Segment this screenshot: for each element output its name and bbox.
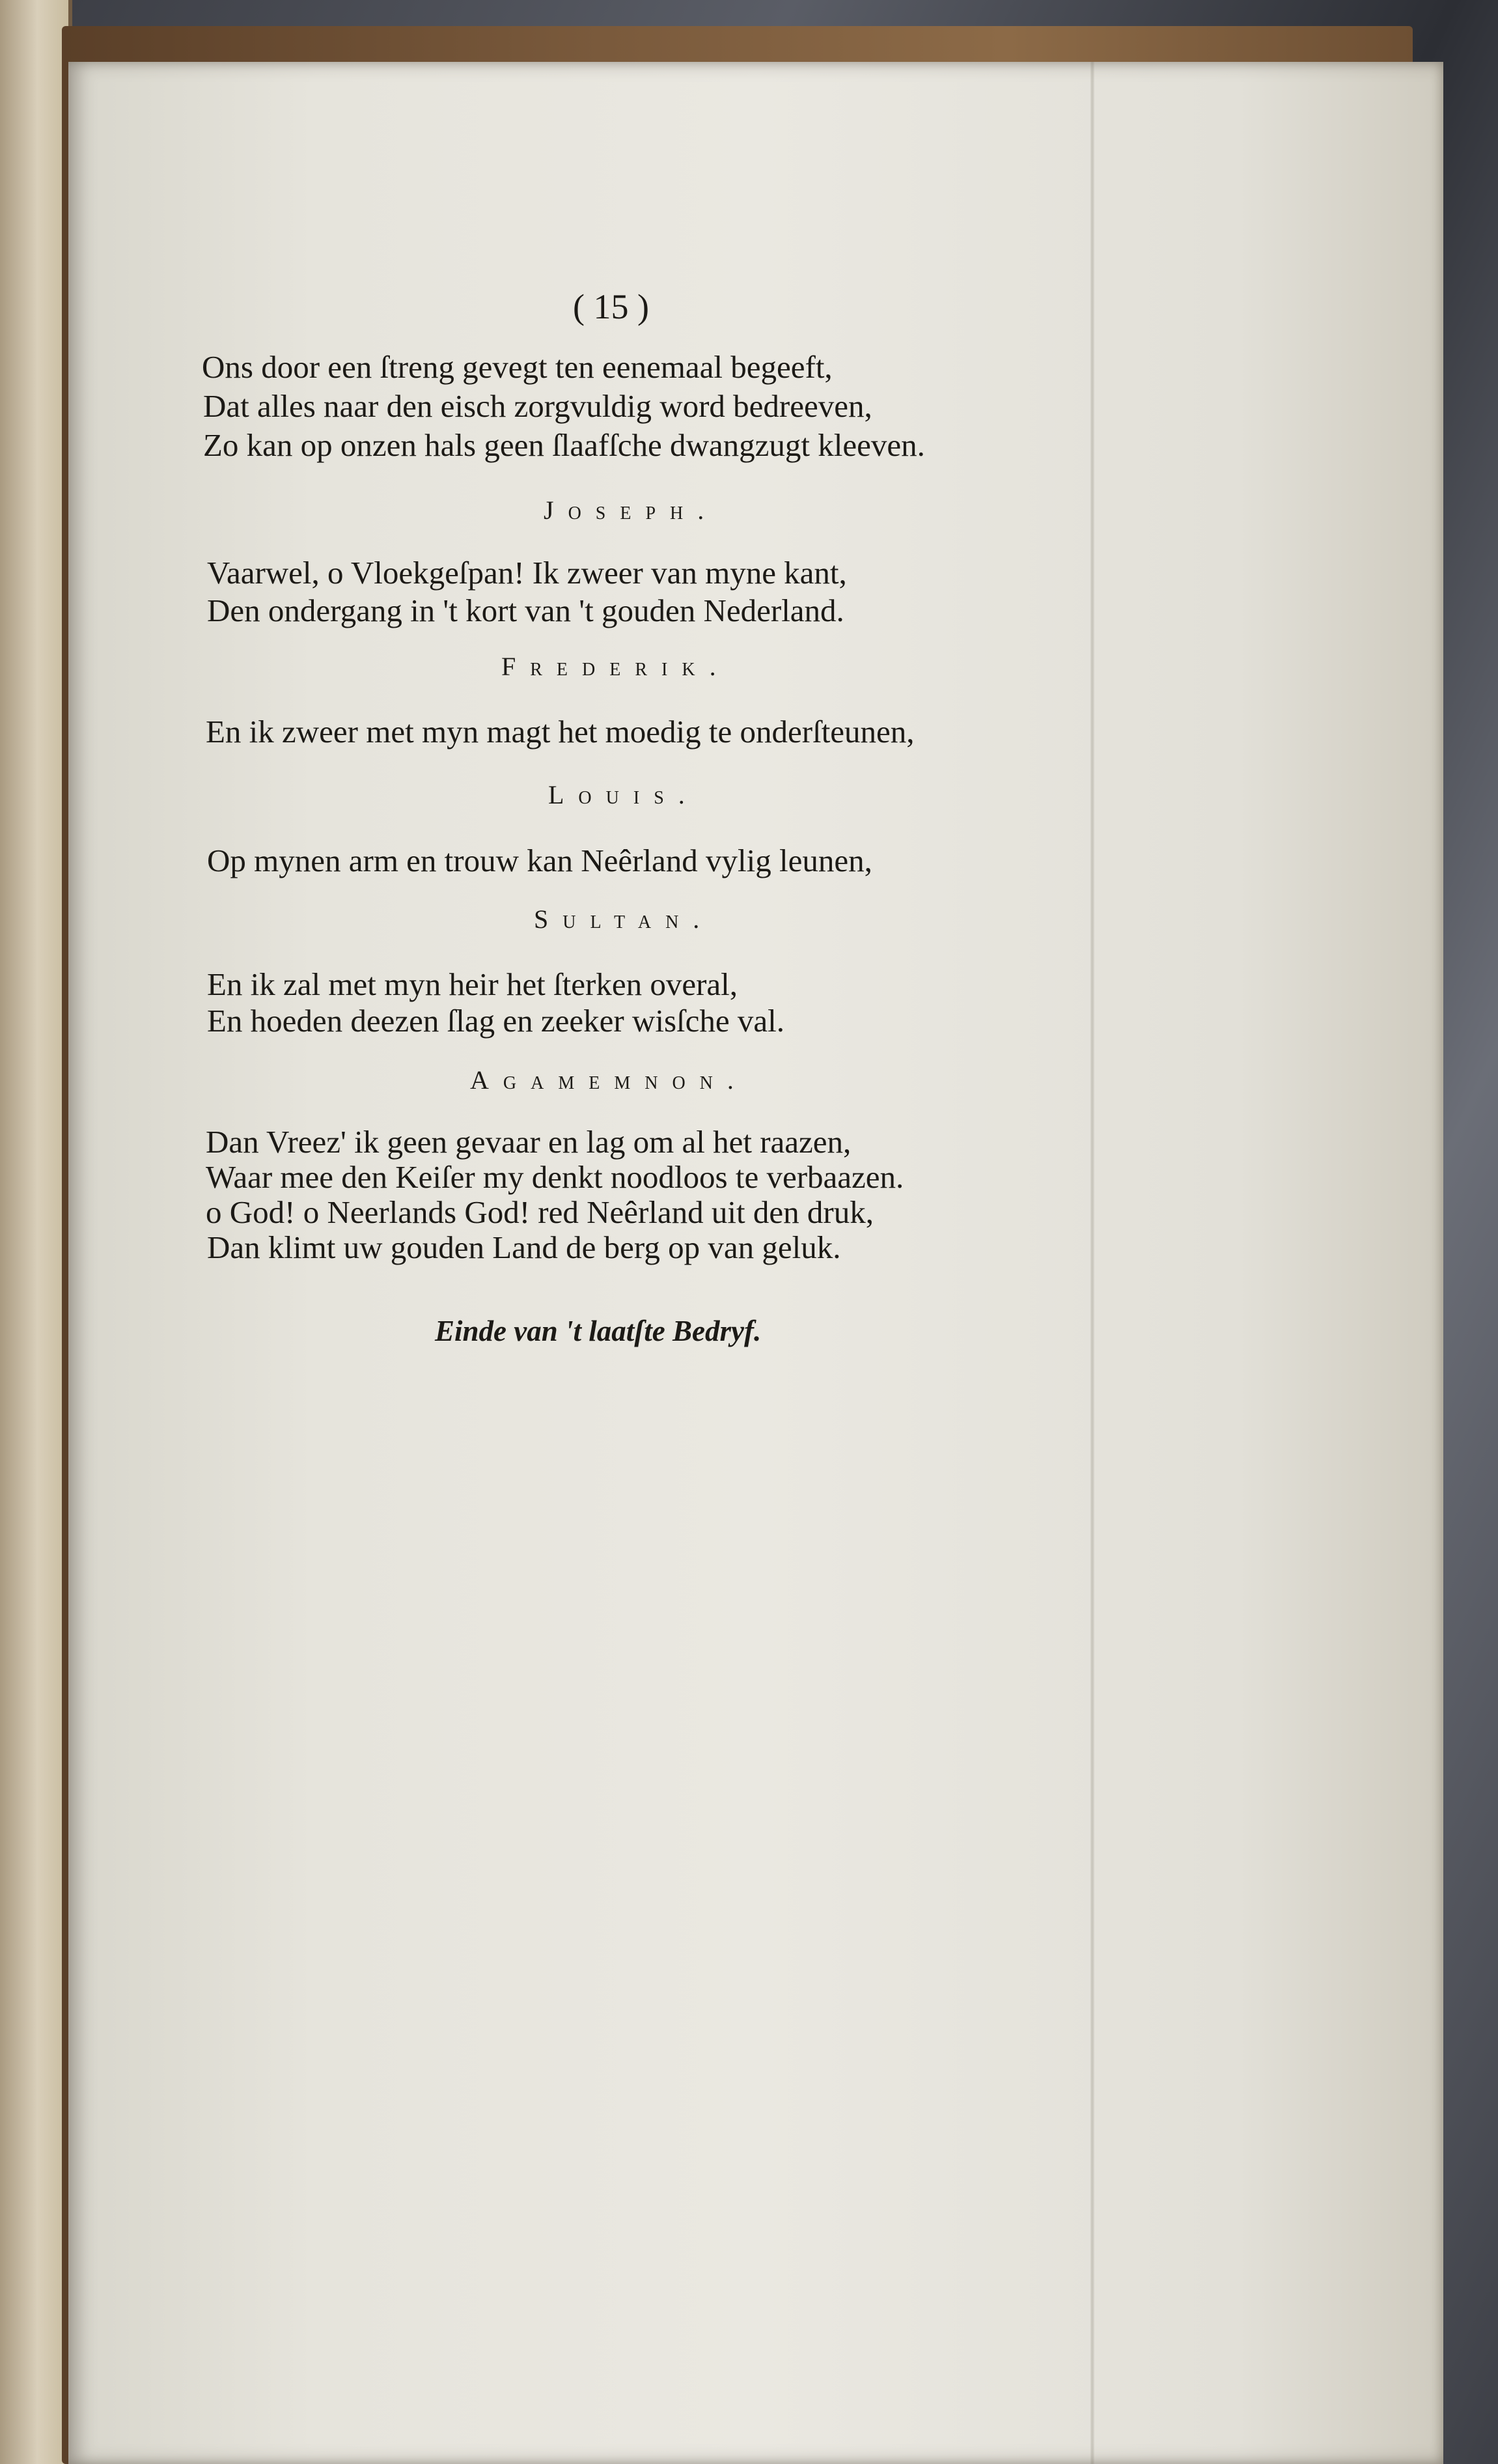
page-number: ( 15 ) (573, 287, 649, 326)
page-fold-crease (1090, 62, 1094, 2464)
verse-line: Op mynen arm en trouw kan Neêrland vylig leunen, (207, 843, 872, 878)
verse-line: Dat alles naar den eisch zorgvuldig word bedreeven, (203, 388, 872, 424)
speaker-name: Louis. (548, 780, 699, 809)
verse-line: Den ondergang in 't kort van 't gouden Nederland. (207, 593, 844, 628)
speaker-name: Sultan. (534, 904, 714, 934)
verse-line: En hoeden deezen ſlag en zeeker wisſche val. (207, 1003, 785, 1039)
verse-line: Vaarwel, o Vloekgeſpan! Ik zweer van myne kant, (207, 555, 847, 591)
verse-line: Dan klimt uw gouden Land de berg op van geluk. (207, 1229, 841, 1265)
speaker-name: Joseph. (544, 496, 719, 525)
verse-line: o God! o Neerlands God! red Neêrland uit den druk, (206, 1194, 874, 1230)
speaker-name: Frederik. (501, 652, 730, 681)
verse-line: Dan Vreez' ik geen gevaar en lag om al het raazen, (206, 1124, 852, 1160)
speaker-name: Agamemnon. (470, 1065, 748, 1095)
verse-line: En ik zweer met myn magt het moedig te onderſteunen, (206, 714, 915, 749)
verse-line: En ik zal met myn heir het ſterken overal, (207, 966, 738, 1002)
verse-line: Ons door een ſtreng gevegt ten eenemaal begeeft, (202, 349, 833, 385)
closing-line: Einde van 't laatſte Bedryf. (435, 1315, 762, 1347)
verse-line: Waar mee den Keiſer my denkt noodloos te verbaazen. (206, 1159, 904, 1195)
verse-line: Zo kan op onzen hals geen ſlaafſche dwangzugt kleeven. (203, 427, 925, 463)
